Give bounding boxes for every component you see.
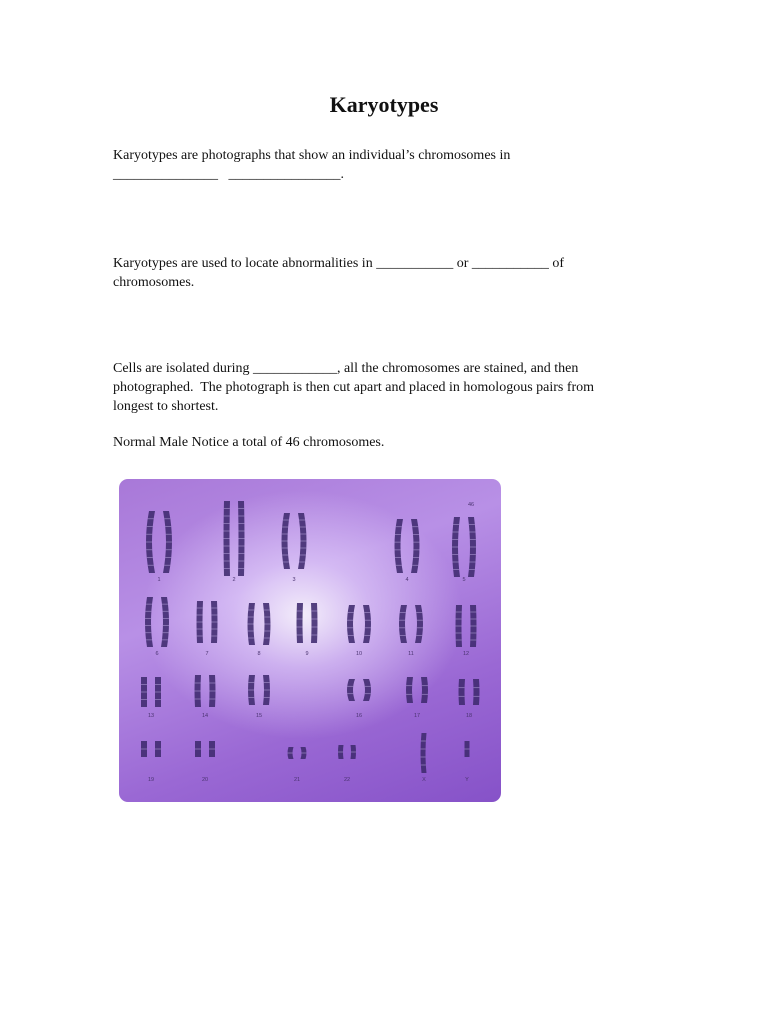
chromosome-pair-16 — [347, 679, 371, 719]
chromosome-label: 12 — [462, 651, 470, 657]
chromosome-label: X — [422, 777, 426, 783]
chromosome — [459, 679, 466, 705]
chromosome-label: 22 — [343, 777, 351, 783]
caption-normal-male: Normal Male Notice a total of 46 chromosomes. — [113, 435, 385, 450]
chromosome — [406, 677, 413, 703]
chromosome — [421, 733, 427, 773]
chromosome — [415, 605, 423, 643]
chromosome-pair-22 — [338, 745, 356, 783]
chromosome — [421, 677, 428, 703]
chromosome-pair-5 — [452, 517, 476, 583]
chromosome-pair-19 — [141, 741, 161, 783]
chromosome-pair-18 — [459, 679, 480, 719]
chromosome-pair-Y — [465, 741, 470, 783]
chromosome-label: 1 — [157, 577, 161, 583]
chromosome-pair-12 — [456, 605, 477, 657]
chromosome — [347, 605, 355, 643]
chromosome-pair-10 — [347, 605, 371, 657]
chromosome-label: 17 — [413, 713, 421, 719]
chromosome — [297, 603, 304, 643]
chromosome-label: 6 — [155, 651, 159, 657]
chromosome-label: 13 — [147, 713, 155, 719]
chromosome-label: 7 — [205, 651, 209, 657]
chromosome-label: 5 — [462, 577, 466, 583]
chromosome-label: 3 — [292, 577, 296, 583]
chromosome-pair-7 — [197, 601, 218, 657]
chromosome — [399, 605, 407, 643]
chromosome-pair-3 — [282, 513, 307, 583]
chromosome — [311, 603, 318, 643]
chromosome-label: 2 — [232, 577, 236, 583]
chromosome-label: 20 — [201, 777, 209, 783]
chromosome-label: 8 — [257, 651, 261, 657]
page-title: Karyotypes — [329, 92, 439, 117]
chromosome-pair-4 — [395, 519, 420, 583]
chromosome-label: 14 — [201, 713, 209, 719]
chromosome-pair-11 — [399, 605, 423, 657]
chromosome-label: 15 — [255, 713, 263, 719]
karyotype-figure — [119, 479, 501, 802]
chromosome-pair-6 — [145, 597, 169, 657]
paragraph-abnormalities: Karyotypes are used to locate abnormalities in ___________ or ___________ of chromosomes. — [113, 256, 565, 290]
chromosome-label: 16 — [355, 713, 363, 719]
chromosome-pair-2 — [224, 501, 245, 583]
chromosome — [473, 679, 480, 705]
chromosome-pair-20 — [195, 741, 215, 783]
chromosome-label: 18 — [465, 713, 473, 719]
chromosome — [363, 605, 371, 643]
chromosome-label: 10 — [355, 651, 363, 657]
paragraph-procedure: Cells are isolated during ____________, all the chromosomes are stained, and then photographed. The photograph is then cut apart and placed in homologous pairs from longest to shortest. — [113, 361, 595, 414]
chromosome-pair-8 — [248, 603, 271, 657]
chromosome-pair-17 — [406, 677, 428, 719]
paragraph-definition: Karyotypes are photographs that show an individual’s chromosomes in _______________ ________________. — [113, 148, 511, 182]
chromosome-pair-15 — [248, 675, 270, 719]
chromosome-pair-21 — [288, 747, 307, 783]
chromosome-label: 19 — [147, 777, 155, 783]
chromosome-count-label: 46 — [467, 502, 475, 508]
karyotype-photo — [119, 479, 501, 802]
chromosome-pair-1 — [146, 511, 172, 583]
chromosome-label: Y — [465, 777, 469, 783]
chromosome-pair-13 — [141, 677, 161, 719]
chromosome-pair-X — [421, 733, 427, 783]
chromosome-label: 21 — [293, 777, 301, 783]
chromosome-pair-14 — [195, 675, 216, 719]
chromosome-label: 4 — [405, 577, 409, 583]
chromosome-label: 11 — [408, 651, 414, 657]
chromosome-label: 9 — [305, 651, 309, 657]
chromosome — [347, 679, 355, 701]
chromosome-pair-9 — [297, 603, 318, 657]
chromosome — [363, 679, 371, 701]
